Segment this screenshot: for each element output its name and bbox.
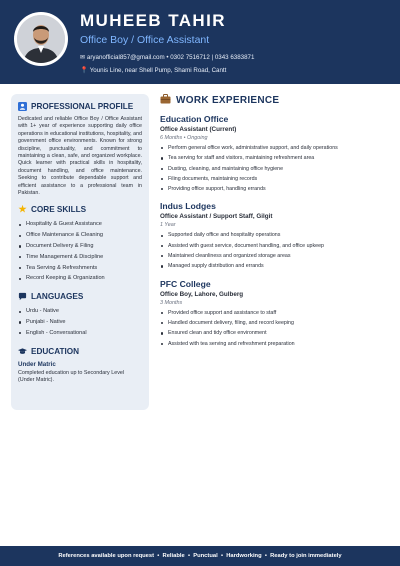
candidate-role: Office Boy / Office Assistant <box>80 34 210 46</box>
briefcase-icon <box>160 94 171 107</box>
list-item: Managed supply distribution and errands <box>160 261 392 271</box>
main-content <box>160 94 392 356</box>
list-item: Provided office support and assistance to staff <box>160 308 392 318</box>
list-item: Record Keeping & Organization <box>18 273 142 284</box>
envelope-icon: ✉ <box>80 54 86 61</box>
job-entry <box>160 279 392 349</box>
profile-heading <box>18 102 142 111</box>
languages-heading <box>18 292 142 301</box>
address-text: Younis Line, near Shell Pump, Shami Road, Cantt <box>89 67 227 74</box>
list-item: Maintained cleanliness and organized storage areas <box>160 251 392 261</box>
job-duties <box>160 230 392 271</box>
address-line <box>80 66 226 74</box>
star-icon: ★ <box>18 204 27 215</box>
list-item: Tea serving for staff and visitors, maintaining refreshment area <box>160 153 392 163</box>
speech-bubble-icon <box>18 292 27 301</box>
job-duties <box>160 308 392 349</box>
list-item: Urdu - Native <box>18 306 142 317</box>
footer-item: Punctual <box>193 553 218 559</box>
skills-heading <box>18 205 142 214</box>
education-degree: Under Matric <box>18 360 56 368</box>
list-item: Assisted with guest service, document handling, and office upkeep <box>160 241 392 251</box>
footer-item: References available upon request <box>58 553 155 559</box>
footer-separator: • <box>217 553 227 559</box>
list-item: Document Delivery & Filing <box>18 241 142 252</box>
footer-banner <box>0 546 400 566</box>
list-item: Hospitality & Guest Assistance <box>18 219 142 230</box>
education-heading-text: EDUCATION <box>31 346 80 356</box>
languages-list <box>18 306 142 338</box>
footer-separator: • <box>154 553 163 559</box>
job-duration: 3 Months <box>160 299 183 306</box>
map-pin-icon: 📍 <box>80 67 89 74</box>
list-item: Assisted with tea serving and refreshment preparation <box>160 339 392 349</box>
graduation-cap-icon <box>18 347 27 356</box>
footer-separator: • <box>261 553 271 559</box>
job-duration: 6 Months • Ongoing <box>160 135 208 141</box>
person-silhouette-icon <box>17 15 65 63</box>
education-heading <box>18 347 142 356</box>
list-item: Handled document delivery, filing, and record keeping <box>160 318 392 328</box>
candidate-name: MUHEEB TAHIR <box>80 11 226 30</box>
job-duties <box>160 143 392 194</box>
job-company: PFC College <box>160 278 211 289</box>
job-duration: 1 Year <box>160 222 176 229</box>
list-item: Filing documents, maintaining records <box>160 174 392 184</box>
job-company: Indus Lodges <box>160 201 216 212</box>
sidebar-panel <box>11 94 149 410</box>
list-item: Perform general office work, administrative support, and daily operations <box>160 143 392 153</box>
languages-heading-text: LANGUAGES <box>31 292 84 302</box>
list-item: Ensured clean and tidy office environment <box>160 328 392 338</box>
experience-heading <box>160 94 392 107</box>
list-item: Time Management & Discipline <box>18 252 142 263</box>
education-note: Completed education up to Secondary Level (Under Matric). <box>18 369 125 383</box>
contact-text: aryanofficial857@gmail.com • 0302 7516712 | 0343 6383871 <box>86 54 255 61</box>
footer-item: Hardworking <box>226 553 262 559</box>
profile-photo <box>17 15 65 63</box>
list-item: Office Maintenance & Cleaning <box>18 230 142 241</box>
skills-list <box>18 219 142 284</box>
job-title: Office Assistant / Support Staff, Gilgit <box>160 213 273 221</box>
job-title: Office Assistant (Current) <box>160 126 237 133</box>
list-item: Tea Serving & Refreshments <box>18 263 142 274</box>
list-item: Dusting, cleaning, and maintaining office hygiene <box>160 164 392 174</box>
list-item: English - Conversational <box>18 328 142 339</box>
person-icon <box>18 102 27 111</box>
experience-heading-text: WORK EXPERIENCE <box>176 95 280 106</box>
footer-item: Reliable <box>162 553 185 559</box>
footer-separator: • <box>184 553 194 559</box>
list-item: Providing office support, handling errands <box>160 184 392 194</box>
list-item: Punjabi - Native <box>18 317 142 328</box>
job-entry <box>160 201 392 271</box>
avatar <box>14 12 68 66</box>
job-company: Education Office <box>160 114 229 124</box>
profile-summary: Dedicated and reliable Office Boy / Office Assistant with 1+ year of experience supporting daily office operations in educational institutions, hospitality, and government office environments. Known for strong discipline, punctuality, and commitment to maintaining a clean, safe, and organized workplace. Quick learner with practical skills in hospitality, document handling, and office maintenance. Seeking to contribute dependable support and efficient assistance to a professional team in Pakistan. <box>18 116 142 197</box>
job-title: Office Boy, Lahore, Gulberg <box>160 290 244 298</box>
contact-line <box>80 54 254 61</box>
job-entry <box>160 114 392 194</box>
header-banner <box>0 0 400 84</box>
list-item: Supported daily office and hospitality operations <box>160 230 392 240</box>
footer-item: Ready to join immediately <box>270 553 342 559</box>
profile-heading-text: PROFESSIONAL PROFILE <box>31 102 134 111</box>
skills-heading-text: CORE SKILLS <box>31 205 87 215</box>
